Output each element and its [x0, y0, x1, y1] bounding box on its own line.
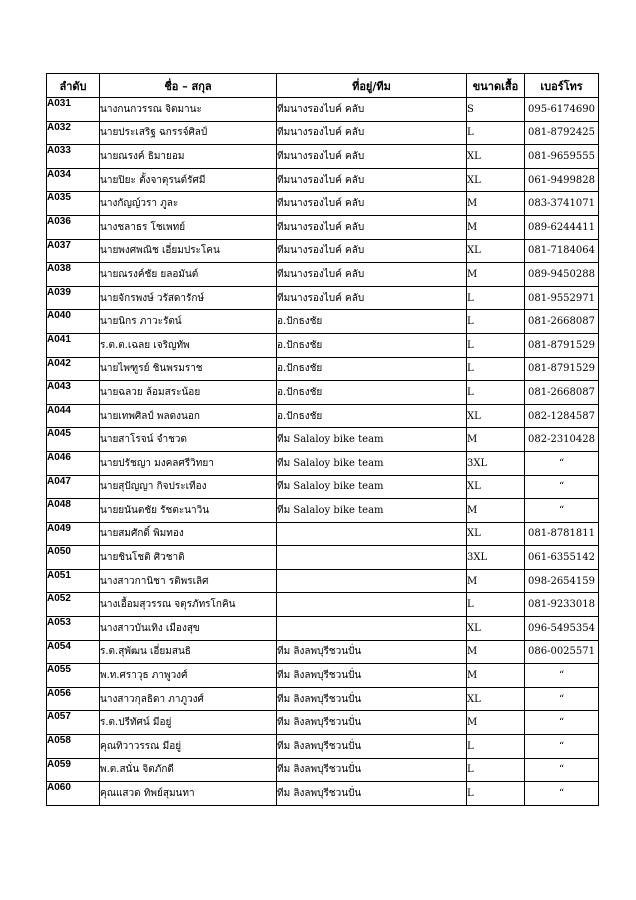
row-id: A049	[47, 522, 100, 546]
row-id: A036	[47, 215, 100, 239]
row-phone: “	[525, 782, 599, 806]
row-shirt-size: M	[467, 664, 525, 688]
row-name: นายปิยะ ตั้งจาตุรนต์รัศมี	[100, 168, 277, 192]
row-shirt-size: M	[467, 263, 525, 287]
table-row	[47, 98, 599, 122]
row-name: นางชลาธร โชเพทย์	[100, 215, 277, 239]
row-phone: “	[525, 664, 599, 688]
row-shirt-size: M	[467, 499, 525, 523]
row-team: อ.ปักธงชัย	[277, 357, 467, 381]
row-name: คุณแสวด ทิพย์สุมนทา	[100, 782, 277, 806]
table-row	[47, 357, 599, 381]
row-team: ทีม Salaloy bike team	[277, 428, 467, 452]
table-row	[47, 381, 599, 405]
row-team: ทีมนางรองไบค์ คลับ	[277, 263, 467, 287]
row-name: นายจักรพงษ์ วรัสดารักษ์	[100, 286, 277, 310]
row-id: A048	[47, 499, 100, 523]
row-id: A033	[47, 145, 100, 169]
row-shirt-size: M	[467, 215, 525, 239]
row-shirt-size: XL	[467, 404, 525, 428]
row-shirt-size: L	[467, 357, 525, 381]
row-phone: 081-2668087	[525, 381, 599, 405]
row-name: นางสาวบันเทิง เมืองสุข	[100, 617, 277, 641]
row-phone: 061-6355142	[525, 546, 599, 570]
row-team	[277, 593, 467, 617]
row-id: A057	[47, 711, 100, 735]
row-name: นายฉลวย ล้อมสระน้อย	[100, 381, 277, 405]
row-name: นางเอื้อมสุวรรณ จตุรภัทรโกคิน	[100, 593, 277, 617]
row-shirt-size: L	[467, 310, 525, 334]
row-shirt-size: L	[467, 333, 525, 357]
row-shirt-size: XL	[467, 475, 525, 499]
row-team: ทีม ลิงลพบุรีชวนปั่น	[277, 664, 467, 688]
row-team: ทีม ลิงลพบุรีชวนปั่น	[277, 640, 467, 664]
row-id: A060	[47, 782, 100, 806]
row-shirt-size: XL	[467, 239, 525, 263]
row-phone: 095-6174690	[525, 98, 599, 122]
table-row	[47, 451, 599, 475]
row-phone: 081-8791529	[525, 357, 599, 381]
row-team: ทีมนางรองไบค์ คลับ	[277, 239, 467, 263]
table-row	[47, 428, 599, 452]
row-name: นายพงศพณิช เอี่ยมประโคน	[100, 239, 277, 263]
row-name: นายปรัชญา มงคลศรีวิทยา	[100, 451, 277, 475]
row-team: ทีม ลิงลพบุรีชวนปั่น	[277, 687, 467, 711]
row-team	[277, 522, 467, 546]
participant-table	[46, 73, 599, 806]
row-shirt-size: XL	[467, 522, 525, 546]
row-shirt-size: M	[467, 569, 525, 593]
row-name: นายไพฑูรย์ ชินพรมราช	[100, 357, 277, 381]
row-phone: 081-8791529	[525, 333, 599, 357]
row-phone: 096-5495354	[525, 617, 599, 641]
row-phone: 089-6244411	[525, 215, 599, 239]
row-shirt-size: M	[467, 192, 525, 216]
row-phone: 098-2654159	[525, 569, 599, 593]
row-shirt-size: M	[467, 428, 525, 452]
row-id: A047	[47, 475, 100, 499]
row-id: A043	[47, 381, 100, 405]
row-name: ร.ต.สุพัฒน เอี่ยมสนธิ	[100, 640, 277, 664]
row-name: นายสมศักดิ์ พิมทอง	[100, 522, 277, 546]
row-name: นายชินโชติ ศิวชาติ	[100, 546, 277, 570]
row-name: ร.ต.ปรีทัศน์ มีอยู่	[100, 711, 277, 735]
table-row	[47, 593, 599, 617]
row-team	[277, 546, 467, 570]
header-shirt-size: ขนาดเสื้อ	[467, 74, 525, 98]
row-phone: 081-9552971	[525, 286, 599, 310]
table-row	[47, 782, 599, 806]
row-phone: “	[525, 475, 599, 499]
table-row	[47, 310, 599, 334]
row-phone: “	[525, 758, 599, 782]
row-id: A042	[47, 357, 100, 381]
row-shirt-size: XL	[467, 687, 525, 711]
row-shirt-size: M	[467, 711, 525, 735]
table-row	[47, 546, 599, 570]
row-team: ทีม Salaloy bike team	[277, 451, 467, 475]
header-name: ชื่อ – สกุล	[100, 74, 277, 98]
table-row	[47, 192, 599, 216]
row-id: A051	[47, 569, 100, 593]
row-id: A050	[47, 546, 100, 570]
table-row	[47, 711, 599, 735]
row-name: คุณทิวาวรรณ มีอยู่	[100, 735, 277, 759]
row-team: ทีม Salaloy bike team	[277, 499, 467, 523]
row-id: A059	[47, 758, 100, 782]
row-name: พ.ต.สนั่น จิตภักดี	[100, 758, 277, 782]
row-name: นางกัญญ์วรา ภูละ	[100, 192, 277, 216]
row-team: ทีมนางรองไบค์ คลับ	[277, 168, 467, 192]
row-phone: “	[525, 711, 599, 735]
row-phone: 082-1284587	[525, 404, 599, 428]
row-team: ทีม ลิงลพบุรีชวนปั่น	[277, 758, 467, 782]
row-phone: “	[525, 451, 599, 475]
table-row	[47, 215, 599, 239]
row-name: นายสาโรจน์ จำชวด	[100, 428, 277, 452]
row-name: นายนิกร ภาวะรัตน์	[100, 310, 277, 334]
row-phone: 081-7184064	[525, 239, 599, 263]
row-phone: 083-3741071	[525, 192, 599, 216]
table-row	[47, 569, 599, 593]
table-row	[47, 664, 599, 688]
row-team	[277, 617, 467, 641]
row-shirt-size: XL	[467, 168, 525, 192]
table-row	[47, 286, 599, 310]
table-row	[47, 333, 599, 357]
row-id: A045	[47, 428, 100, 452]
table-row	[47, 522, 599, 546]
row-shirt-size: L	[467, 286, 525, 310]
row-name: นายประเสริฐ ฉกรรจ์ศิลป์	[100, 121, 277, 145]
row-id: A041	[47, 333, 100, 357]
row-shirt-size: L	[467, 121, 525, 145]
row-id: A052	[47, 593, 100, 617]
row-phone: 081-9659555	[525, 145, 599, 169]
row-id: A037	[47, 239, 100, 263]
row-id: A040	[47, 310, 100, 334]
header-phone: เบอร์โทร	[525, 74, 599, 98]
row-id: A044	[47, 404, 100, 428]
row-phone: 061-9499828	[525, 168, 599, 192]
row-name: นายสุปัญญา กิจประเทือง	[100, 475, 277, 499]
row-id: A039	[47, 286, 100, 310]
table-row	[47, 121, 599, 145]
row-phone: “	[525, 735, 599, 759]
row-shirt-size: L	[467, 758, 525, 782]
row-team: อ.ปักธงชัย	[277, 381, 467, 405]
row-id: A054	[47, 640, 100, 664]
table-body	[47, 98, 599, 806]
table-row	[47, 735, 599, 759]
row-shirt-size: XL	[467, 145, 525, 169]
row-team: ทีม ลิงลพบุรีชวนปั่น	[277, 711, 467, 735]
row-team: ทีม ลิงลพบุรีชวนปั่น	[277, 735, 467, 759]
row-phone: 081-8792425	[525, 121, 599, 145]
row-name: นางกนกวรรณ จิตมานะ	[100, 98, 277, 122]
table-row	[47, 168, 599, 192]
table-row	[47, 404, 599, 428]
row-phone: 086-0025571	[525, 640, 599, 664]
row-phone: 081-8781811	[525, 522, 599, 546]
row-shirt-size: 3XL	[467, 546, 525, 570]
row-id: A055	[47, 664, 100, 688]
row-id: A035	[47, 192, 100, 216]
table-row	[47, 640, 599, 664]
row-id: A032	[47, 121, 100, 145]
row-shirt-size: 3XL	[467, 451, 525, 475]
row-shirt-size: L	[467, 782, 525, 806]
row-id: A031	[47, 98, 100, 122]
table-row	[47, 687, 599, 711]
row-name: นางสาวกานิชา รติพรเลิศ	[100, 569, 277, 593]
row-id: A046	[47, 451, 100, 475]
row-name: นายณรงค์ชัย ยลอมันต์	[100, 263, 277, 287]
row-phone: 089-9450288	[525, 263, 599, 287]
table-row	[47, 263, 599, 287]
row-phone: 081-2668087	[525, 310, 599, 334]
row-phone: 081-9233018	[525, 593, 599, 617]
row-team: ทีมนางรองไบค์ คลับ	[277, 121, 467, 145]
header-address-team: ที่อยู่/ทีม	[277, 74, 467, 98]
row-team: ทีมนางรองไบค์ คลับ	[277, 98, 467, 122]
row-team: ทีมนางรองไบค์ คลับ	[277, 286, 467, 310]
row-team: ทีมนางรองไบค์ คลับ	[277, 145, 467, 169]
row-name: ร.ต.ต.เฉลย เจริญทัพ	[100, 333, 277, 357]
row-phone: 082-2310428	[525, 428, 599, 452]
row-team: อ.ปักธงชัย	[277, 404, 467, 428]
row-team	[277, 569, 467, 593]
row-team: อ.ปักธงชัย	[277, 310, 467, 334]
row-shirt-size: L	[467, 735, 525, 759]
table-row	[47, 499, 599, 523]
row-shirt-size: L	[467, 381, 525, 405]
row-shirt-size: M	[467, 640, 525, 664]
row-team: อ.ปักธงชัย	[277, 333, 467, 357]
row-id: A058	[47, 735, 100, 759]
row-team: ทีมนางรองไบค์ คลับ	[277, 192, 467, 216]
table-row	[47, 239, 599, 263]
row-id: A038	[47, 263, 100, 287]
row-team: ทีม ลิงลพบุรีชวนปั่น	[277, 782, 467, 806]
row-shirt-size: S	[467, 98, 525, 122]
row-name: นางสาวกุลธิดา ภาภูวงศ์	[100, 687, 277, 711]
table-row	[47, 758, 599, 782]
row-phone: “	[525, 499, 599, 523]
row-id: A034	[47, 168, 100, 192]
table-header-row	[47, 74, 599, 98]
row-team: ทีม Salaloy bike team	[277, 475, 467, 499]
row-name: พ.ท.ศราวุธ ภาพูวงศ์	[100, 664, 277, 688]
row-name: นายยนันตชัย รัชตะนาวิน	[100, 499, 277, 523]
table-row	[47, 145, 599, 169]
row-team: ทีมนางรองไบค์ คลับ	[277, 215, 467, 239]
row-name: นายณรงค์ ธิมายอม	[100, 145, 277, 169]
row-name: นายเทพศิลป์ พลดงนอก	[100, 404, 277, 428]
row-shirt-size: L	[467, 593, 525, 617]
row-id: A056	[47, 687, 100, 711]
row-phone: “	[525, 687, 599, 711]
row-id: A053	[47, 617, 100, 641]
table-row	[47, 617, 599, 641]
table-row	[47, 475, 599, 499]
header-order: ลำดับ	[47, 74, 100, 98]
row-shirt-size: XL	[467, 617, 525, 641]
